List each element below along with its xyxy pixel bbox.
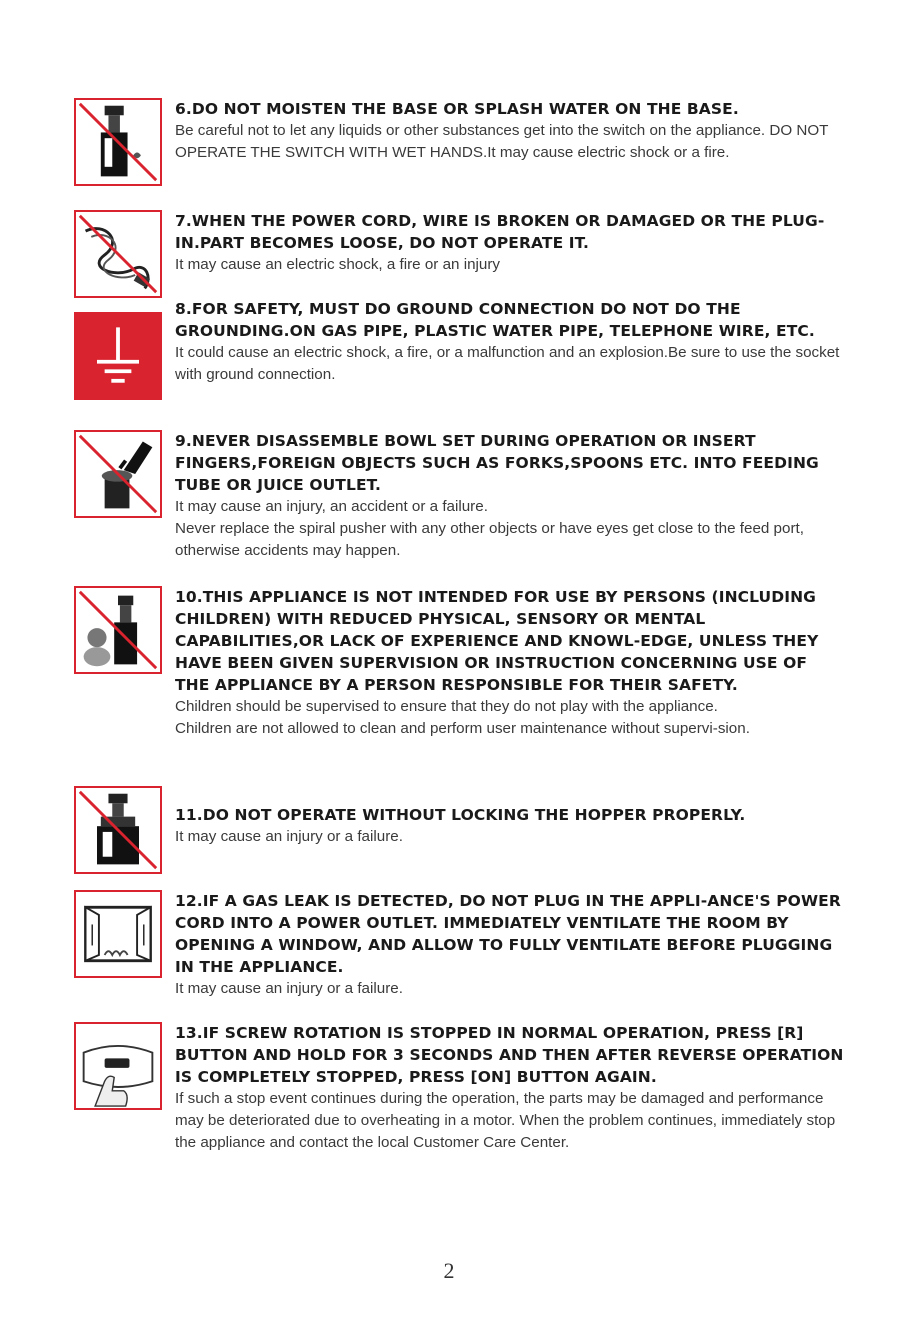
reverse-button-icon (74, 1022, 162, 1110)
no-wet-base-icon (74, 98, 162, 186)
no-children-icon (74, 586, 162, 674)
page-number: 2 (443, 1258, 455, 1283)
ground-symbol-icon (74, 312, 162, 400)
warning-heading: 10.THIS APPLIANCE IS NOT INTENDED FOR USE BY PERSONS (INCLUDING CHILDREN) WITH REDUCED PHYSICAL, SENSORY OR MENTAL CAPABILITIES,OR LACK OF EXPERIENCE AND KNOWL-EDGE, UNLESS THEY HAVE BEEN GIVEN SUPERVISION OR INSTRUCTION CONCERNING USE OF THE APPLIANCE BY A PERSON RESPONSIBLE FOR THEIR SAFETY. (175, 588, 819, 694)
warning-body: Never replace the spiral pusher with any other objects or have eyes get close to the feed port, otherwise accidents may happen. (175, 520, 804, 559)
warning-body: It may cause an injury, an accident or a failure. (175, 498, 488, 515)
warning-body: Children should be supervised to ensure that they do not play with the appliance. (175, 698, 718, 715)
warning-heading: 9.NEVER DISASSEMBLE BOWL SET DURING OPERATION OR INSERT FINGERS,FOREIGN OBJECTS SUCH AS FORKS,SPOONS ETC. INTO FEEDING TUBE OR JUICE OUTLET. (175, 432, 819, 494)
warning-heading: 11.DO NOT OPERATE WITHOUT LOCKING THE HOPPER PROPERLY. (175, 806, 746, 824)
warning-body: It may cause an injury or a failure. (175, 980, 403, 997)
warning-heading: 13.IF SCREW ROTATION IS STOPPED IN NORMAL OPERATION, PRESS [R] BUTTON AND HOLD FOR 3 SECONDS AND THEN AFTER REVERSE OPERATION IS COMPLETELY STOPPED, PRESS [ON] BUTTON AGAIN. (175, 1024, 844, 1086)
open-window-icon (74, 890, 162, 978)
warning-body: Children are not allowed to clean and perform user maintenance without supervi-sion. (175, 720, 750, 737)
warning-heading: 12.IF A GAS LEAK IS DETECTED, DO NOT PLUG IN THE APPLI-ANCE'S POWER CORD INTO A POWER OUTLET. IMMEDIATELY VENTILATE THE ROOM BY OPENING A WINDOW, AND ALLOW TO FULLY VENTILATE BEFORE PLUGGING IN THE APPLIANCE. (175, 892, 841, 976)
no-fingers-icon (74, 430, 162, 518)
warning-body: It may cause an injury or a failure. (175, 828, 403, 845)
warning-body: If such a stop event continues during the operation, the parts may be damaged and performance may be deteriorated due to overheating in a motor. When the problem continues, immediately stop the appliance and contact the local Customer Care Center. (175, 1090, 836, 1151)
damaged-cord-icon (74, 210, 162, 298)
warning-body: Be careful not to let any liquids or other substances get into the switch on the appliance. DO NOT OPERATE THE SWITCH WITH WET HANDS.It may cause electric shock or a fire. (175, 122, 829, 161)
warning-body: It may cause an electric shock, a fire or an injury (175, 256, 500, 273)
warning-heading: 7.WHEN THE POWER CORD, WIRE IS BROKEN OR DAMAGED OR THE PLUG-IN.PART BECOMES LOOSE, DO NOT OPERATE IT. (175, 212, 825, 252)
warning-heading: 6.DO NOT MOISTEN THE BASE OR SPLASH WATER ON THE BASE. (175, 100, 739, 118)
locking-hopper-icon (74, 786, 162, 874)
warning-heading: 8.FOR SAFETY, MUST DO GROUND CONNECTION DO NOT DO THE GROUNDING.ON GAS PIPE, PLASTIC WATER PIPE, TELEPHONE WIRE, ETC. (175, 300, 815, 340)
warning-body: It could cause an electric shock, a fire, or a malfunction and an explosion.Be sure to use the socket with ground connection. (175, 344, 840, 383)
